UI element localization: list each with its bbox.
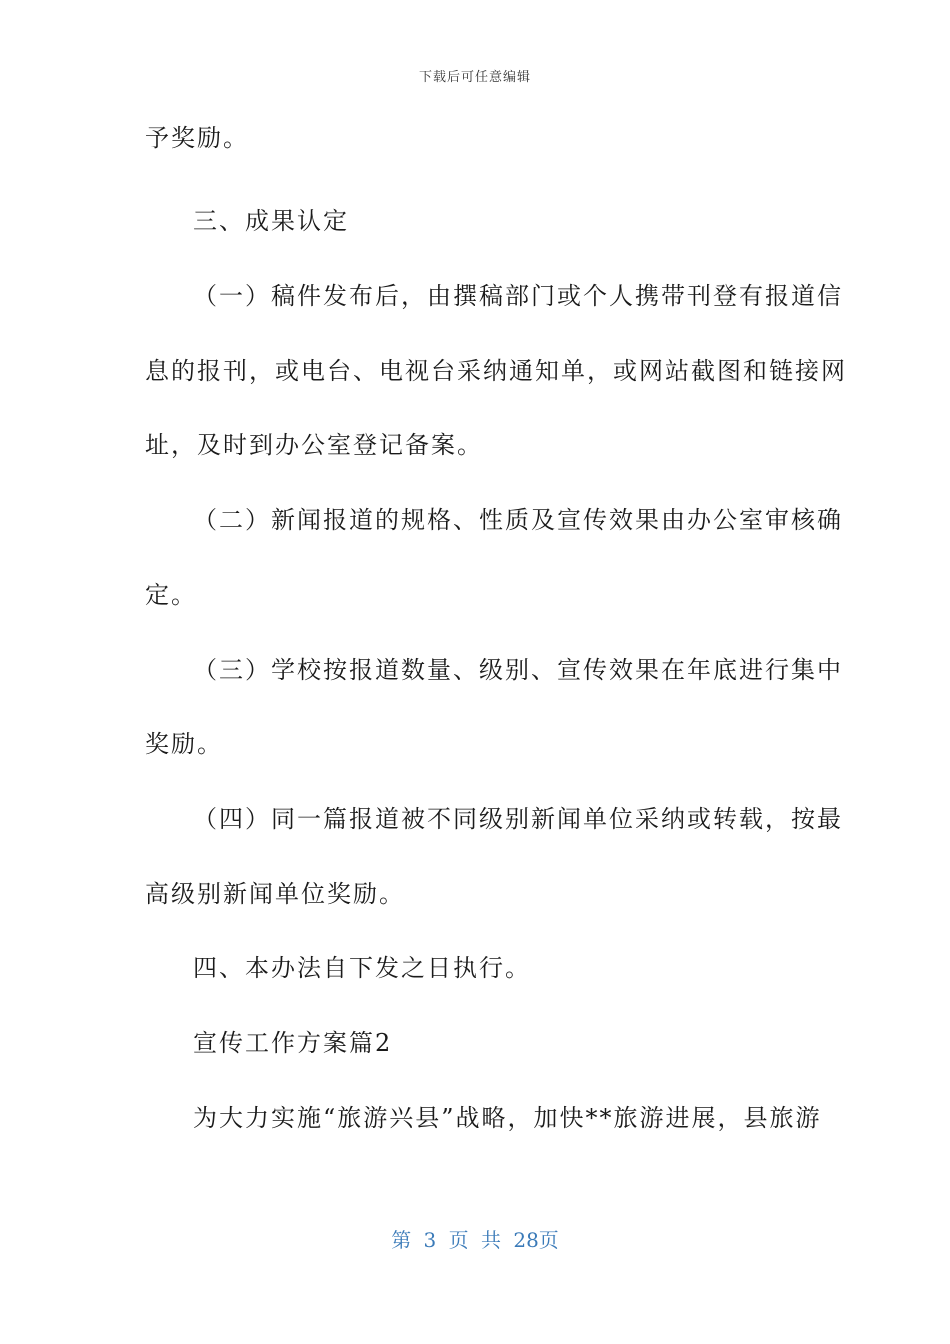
paragraph-line: 予奖励。 xyxy=(145,124,249,152)
paragraph-line: 为大力实施“旅游兴县”战略，加快**旅游进展，县旅游 xyxy=(193,1104,822,1132)
paragraph-line: 定。 xyxy=(145,581,197,609)
section-heading: 三、成果认定 xyxy=(193,207,349,235)
paragraph-line: （四）同一篇报道被不同级别新闻单位采纳或转载，按最 xyxy=(193,805,843,833)
paragraph-line: 址，及时到办公室登记备案。 xyxy=(145,431,483,459)
paragraph-line: 高级别新闻单位奖励。 xyxy=(145,880,405,908)
paragraph-line: （三）学校按报道数量、级别、宣传效果在年底进行集中 xyxy=(193,656,843,684)
page-header-note: 下载后可任意编辑 xyxy=(418,70,531,85)
page-number-footer: 第 3 页 共 28页 xyxy=(391,1228,559,1252)
paragraph-line: 奖励。 xyxy=(145,730,223,758)
paragraph-line: 息的报刊，或电台、电视台采纳通知单，或网站截图和链接网 xyxy=(145,357,847,385)
paragraph-line: （二）新闻报道的规格、性质及宣传效果由办公室审核确 xyxy=(193,506,843,534)
section-heading: 四、本办法自下发之日执行。 xyxy=(193,954,531,982)
paragraph-line: （一）稿件发布后，由撰稿部门或个人携带刊登有报道信 xyxy=(193,282,843,310)
section-title: 宣传工作方案篇2 xyxy=(193,1029,393,1057)
